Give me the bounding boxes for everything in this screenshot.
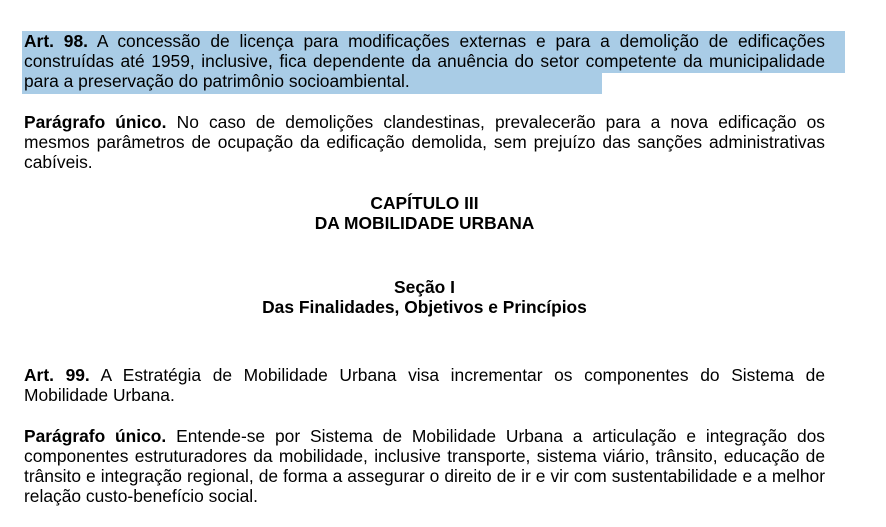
chapter-number: CAPÍTULO III: [370, 193, 479, 213]
article-98-text: A concessão de licença para modificações externas e para a demolição de edificações construídas até 1959, inclusive, fica dependente da anuência do setor competente da municipalidade para a preservação do patrimônio socioambiental.: [24, 31, 825, 91]
article-98-label: Art. 98.: [24, 31, 88, 51]
article-99: [24, 365, 825, 405]
article-98-paragrafo-unico: [24, 112, 825, 172]
paragrafo-99-text: Entende-se por Sistema de Mobilidade Urbana a articulação e integração dos componentes estruturadores da mobilidade, inclusive transporte, sistema viário, trânsito, educação de trânsito e integração regional, de forma a assegurar o direito de ir e vir com sustentabilidade e a melhor relação custo-benefício social.: [24, 426, 825, 506]
section-title: Das Finalidades, Objetivos e Princípios: [262, 297, 587, 317]
paragrafo-99-label: Parágrafo único.: [24, 426, 167, 446]
article-98: [24, 31, 825, 91]
section-number: Seção I: [394, 277, 455, 297]
chapter-title: DA MOBILIDADE URBANA: [314, 213, 535, 233]
article-99-paragrafo-unico: [24, 426, 825, 506]
document-page: [24, 31, 825, 506]
paragrafo-98-text: No caso de demolições clandestinas, prevalecerão para a nova edificação os mesmos parâmetros de ocupação da edificação demolida, sem prejuízo das sanções administrativas cabíveis.: [24, 112, 825, 172]
article-99-label: Art. 99.: [24, 365, 90, 385]
selected-article-98[interactable]: [24, 31, 825, 91]
paragrafo-98-label: Parágrafo único.: [24, 112, 167, 132]
article-99-text: A Estratégia de Mobilidade Urbana visa incrementar os componentes do Sistema de Mobilidade Urbana.: [24, 365, 825, 405]
